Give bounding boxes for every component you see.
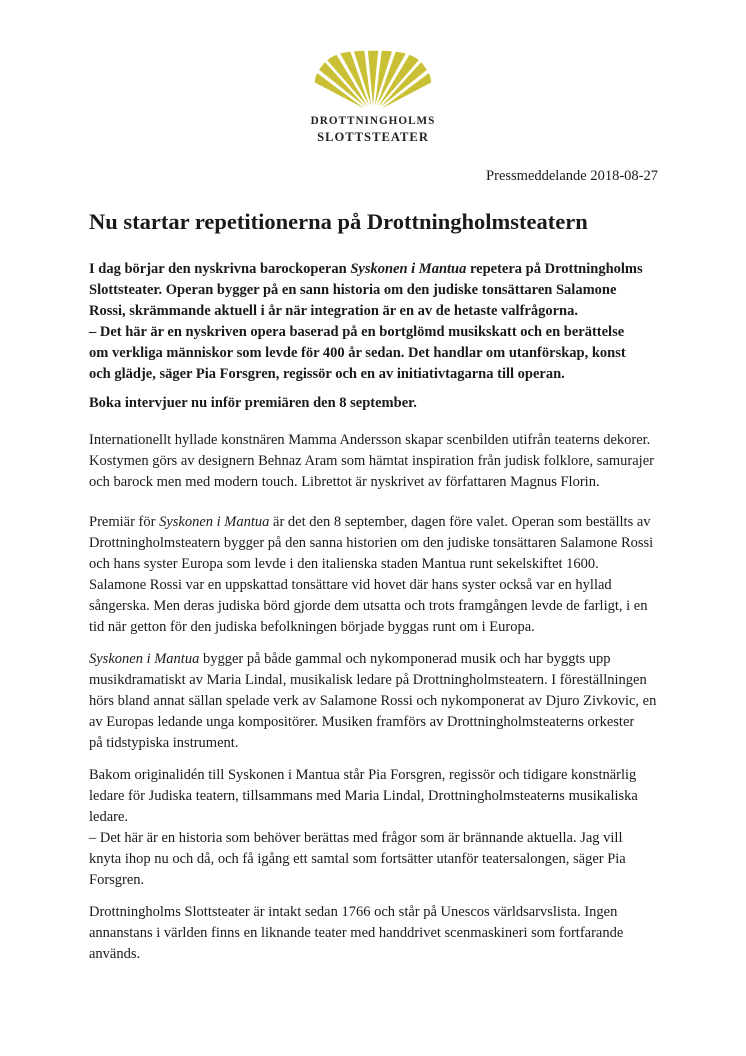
lead-line: om verkliga människor som levde för 400 år sedan. Det handlar om utanförskap, konst — [89, 345, 626, 361]
lead-text: repetera på Drottningholms — [466, 261, 643, 277]
body-line: på tidstypiska instrument. — [89, 735, 239, 751]
brand-name-line1: DROTTNINGHOLMS — [310, 115, 436, 127]
lead-paragraph — [89, 259, 669, 385]
opera-title: Syskonen i Mantua — [159, 514, 270, 530]
lead-line: Slottsteater. Operan bygger på en sann historia om den judiske tonsättaren Salamone — [89, 282, 617, 298]
lead-line: Rossi, skrämmande aktuell i år när integration är en av de hetaste valfrågorna. — [89, 303, 578, 319]
body-line: Salamone Rossi var en uppskattad tonsättare vid hovet där hans syster också var en hyllad — [89, 577, 612, 593]
body-line: musikdramatiskt av Maria Lindal, musikalisk ledare på Drottningholmsteatern. I föreställningen — [89, 672, 647, 688]
body-line: – Det här är en historia som behöver berättas med frågor som är brännande aktuella. Jag vill — [89, 830, 623, 846]
lead-text: I dag börjar den nyskrivna barockoperan — [89, 261, 351, 277]
body-line: Internationellt hyllade konstnären Mamma Andersson skapar scenbilden utifrån teaterns dekorer. — [89, 432, 651, 448]
booking-note: Boka intervjuer nu inför premiären den 8 september. — [89, 395, 417, 411]
body-line: och barock men med modern touch. Librettot är nyskrivet av författaren Magnus Florin. — [89, 474, 600, 490]
body-line: Bakom originalidén till Syskonen i Mantua står Pia Forsgren, regissör och tidigare konstnärlig — [89, 767, 637, 783]
lead-line: – Det här är en nyskriven opera baserad på en bortglömd musikskatt och en berättelse — [89, 324, 625, 340]
body-line: annanstans i världen finns en liknande teater med handdrivet scenmaskineri som fortfarande — [89, 925, 624, 941]
body-text: Premiär för — [89, 514, 160, 530]
page-title: Nu startar repetitionerna på Drottningholmsteatern — [89, 209, 588, 234]
body-paragraph-3 — [89, 649, 669, 754]
body-line: sångerska. Men deras judiska börd gjorde dem utsatta och trots framgången levde de farligt, i en — [89, 598, 648, 614]
body-line: ledare. — [89, 809, 129, 825]
body-text: bygger på både gammal och nykomponerad musik och har byggts upp — [199, 651, 611, 667]
body-line: knyta ihop nu och då, och få igång ett samtal som fortsätter utanför teatersalongen, säger Pia — [89, 851, 626, 867]
body-line: Forsgren. — [89, 872, 145, 888]
body-line: Kostymen görs av designern Behnaz Aram som hämtat inspiration från judisk folklore, samurajer — [89, 453, 654, 469]
body-line: hörs bland annat sällan spelade verk av Salamone Rossi och nykomponerat av Djuro Zivkovic, en — [89, 693, 657, 709]
body-paragraph-5 — [89, 902, 669, 965]
brand-name-line2: SLOTTSTEATER — [317, 130, 429, 144]
release-date: Pressmeddelande 2018-08-27 — [486, 168, 658, 184]
body-line: tid när getton för den judiska befolkningen började byggas runt om i Europa. — [89, 619, 535, 635]
body-line: av Europas ledande unga kompositörer. Musiken framförs av Drottningholmsteaterns orkester — [89, 714, 635, 730]
body-line: Drottningholmsteatern bygger på den sanna historien om den judiske tonsättaren Salamone Rossi — [89, 535, 654, 551]
body-paragraph-4 — [89, 765, 669, 891]
fan-icon — [312, 50, 434, 116]
body-line: och hans syster Europa som levde i den italienska staden Mantua runt sekelskiftet 1600. — [89, 556, 599, 572]
opera-title: Syskonen i Mantua — [89, 651, 200, 667]
body-line: ledare för Judiska teatern, tillsammans med Maria Lindal, Drottningholmsteaterns musikaliska — [89, 788, 638, 804]
lead-line: och glädje, säger Pia Forsgren, regissör och en av initiativtagarna till operan. — [89, 366, 565, 382]
body-paragraph-1 — [89, 430, 669, 493]
lead-line — [89, 259, 669, 280]
body-line: används. — [89, 946, 141, 962]
opera-title: Syskonen i Mantua — [350, 261, 467, 277]
body-paragraph-2 — [89, 512, 669, 638]
body-line — [89, 512, 669, 533]
body-text: är det den 8 september, dagen före valet. Operan som beställts av — [269, 514, 651, 530]
body-line — [89, 649, 669, 670]
body-line: Drottningholms Slottsteater är intakt sedan 1766 och står på Unescos världsarvslista. Ingen — [89, 904, 618, 920]
